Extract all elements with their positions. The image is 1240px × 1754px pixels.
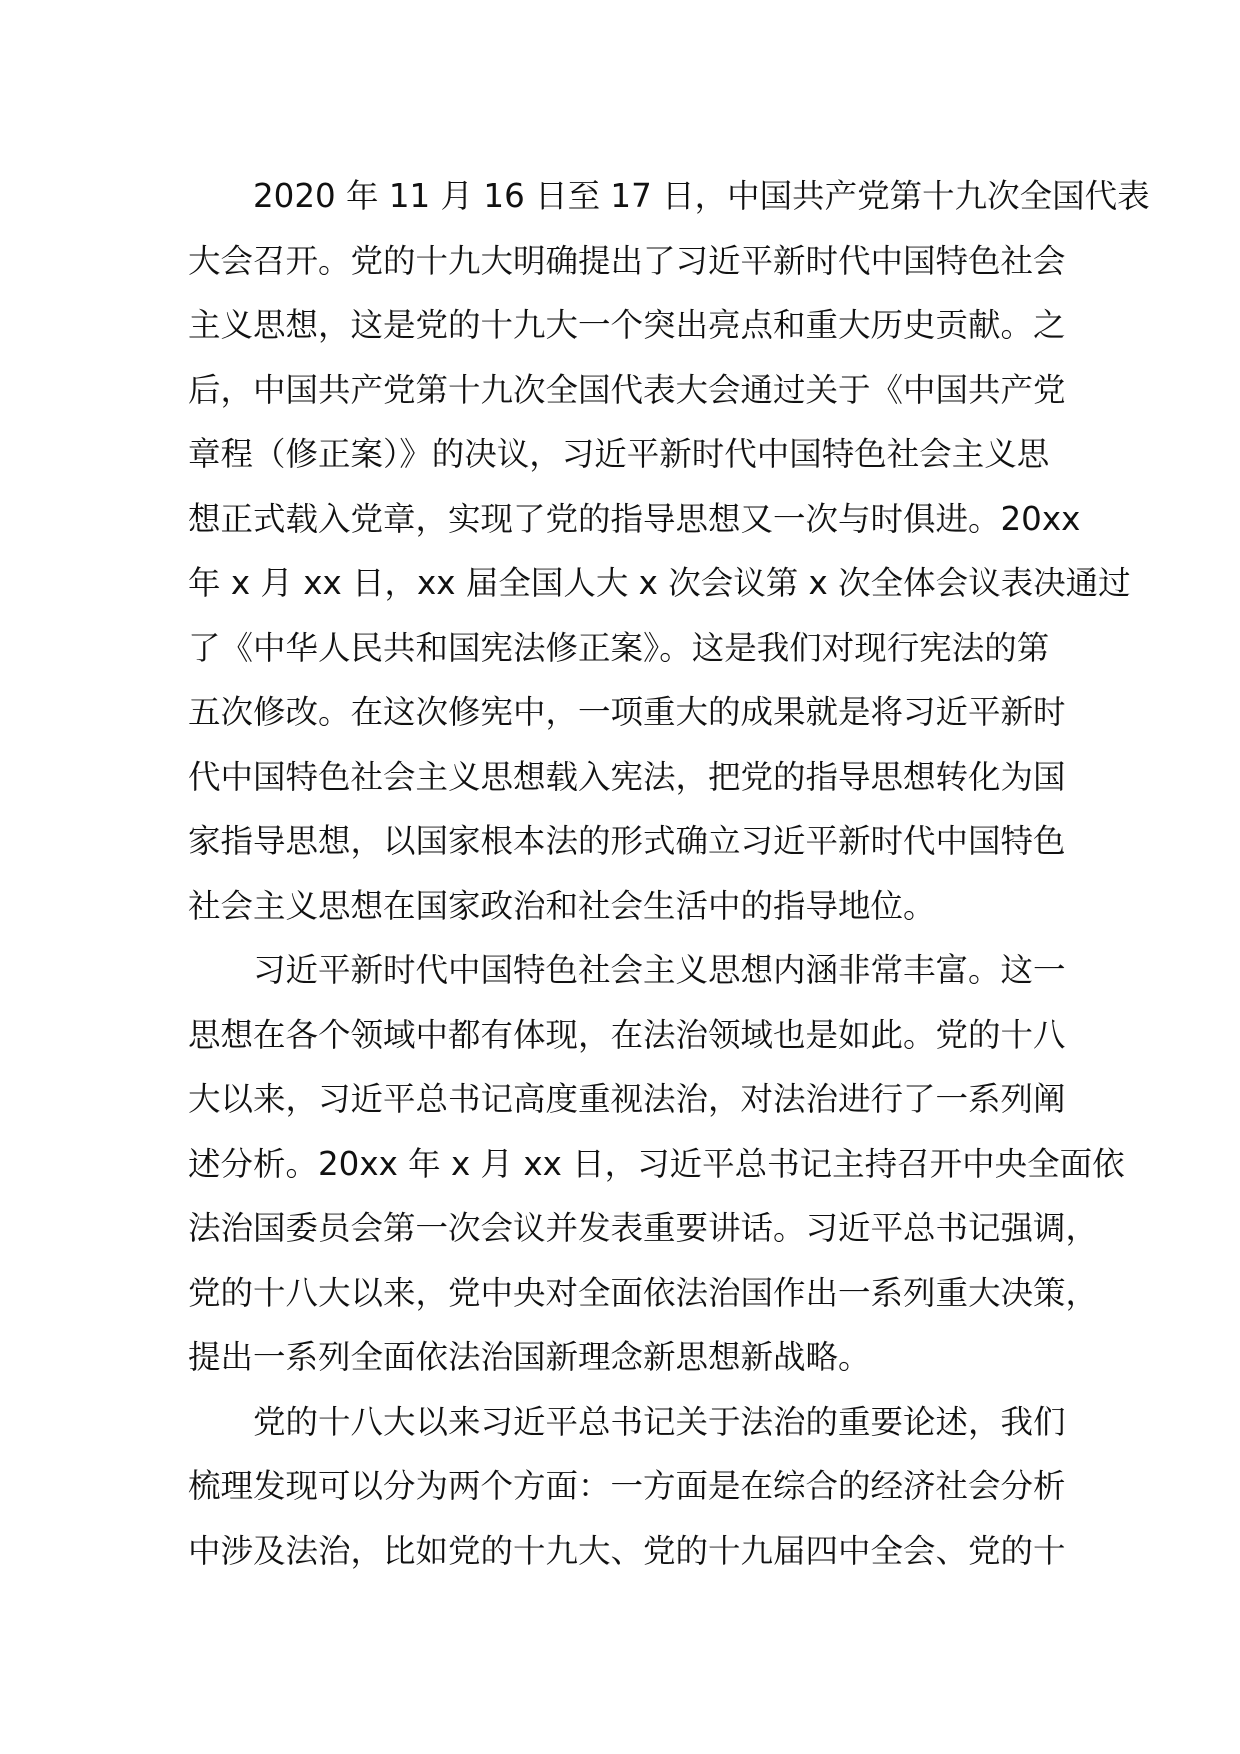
- text-line: 年 x 月 xx 日，xx 届全国人大 x 次会议第 x 次全体会议表决通过: [188, 564, 1131, 602]
- text-line: 思想在各个领域中都有体现，在法治领域也是如此。党的十八: [188, 1015, 1066, 1054]
- text-line: 梳理发现可以分为两个方面：一方面是在综合的经济社会分析: [188, 1467, 1066, 1505]
- text-line: 后，中国共产党第十九次全国代表大会通过关于《中国共产党: [188, 370, 1066, 409]
- text-line: 党的十八大以来，党中央对全面依法治国作出一系列重大决策，: [188, 1273, 1099, 1312]
- paragraph-3: [188, 1390, 1088, 1584]
- text-line: 主义思想，这是党的十九大一个突出亮点和重大历史贡献。之: [188, 306, 1066, 344]
- text-line: 党的十八大以来习近平总书记关于法治的重要论述，我们: [253, 1402, 1066, 1441]
- text-line: 大会召开。党的十九大明确提出了习近平新时代中国特色社会: [188, 241, 1066, 280]
- text-line: 提出一系列全面依法治国新理念新思想新战略。: [188, 1338, 871, 1376]
- text-line: 社会主义思想在国家政治和社会生活中的指导地位。: [188, 886, 936, 925]
- text-line: 了《中华人民共和国宪法修正案》。这是我们对现行宪法的第: [188, 628, 1050, 667]
- text-line: 章程（修正案）》的决议，习近平新时代中国特色社会主义思: [188, 435, 1050, 473]
- text-line: 2020 年 11 月 16 日至 17 日，中国共产党第十九次全国代表: [253, 177, 1150, 215]
- paragraph-2: [188, 938, 1125, 1390]
- text-line: 代中国特色社会主义思想载入宪法，把党的指导思想转化为国: [188, 757, 1066, 796]
- text-line: 述分析。20xx 年 x 月 xx 日，习近平总书记主持召开中央全面依: [188, 1144, 1125, 1183]
- text-line: 法治国委员会第一次会议并发表重要讲话。习近平总书记强调，: [188, 1209, 1099, 1247]
- text-line: 习近平新时代中国特色社会主义思想内涵非常丰富。这一: [253, 951, 1066, 989]
- text-line: 想正式载入党章，实现了党的指导思想又一次与时俱进。20xx: [188, 499, 1081, 538]
- text-line: 大以来，习近平总书记高度重视法治，对法治进行了一系列阐: [188, 1080, 1066, 1118]
- paragraph-1: [188, 164, 1150, 938]
- text-line: 五次修改。在这次修宪中，一项重大的成果就是将习近平新时: [188, 693, 1066, 731]
- text-line: 中涉及法治，比如党的十九大、党的十九届四中全会、党的十: [188, 1531, 1066, 1570]
- text-line: 家指导思想，以国家根本法的形式确立习近平新时代中国特色: [188, 822, 1066, 860]
- document-body: [188, 164, 1150, 1583]
